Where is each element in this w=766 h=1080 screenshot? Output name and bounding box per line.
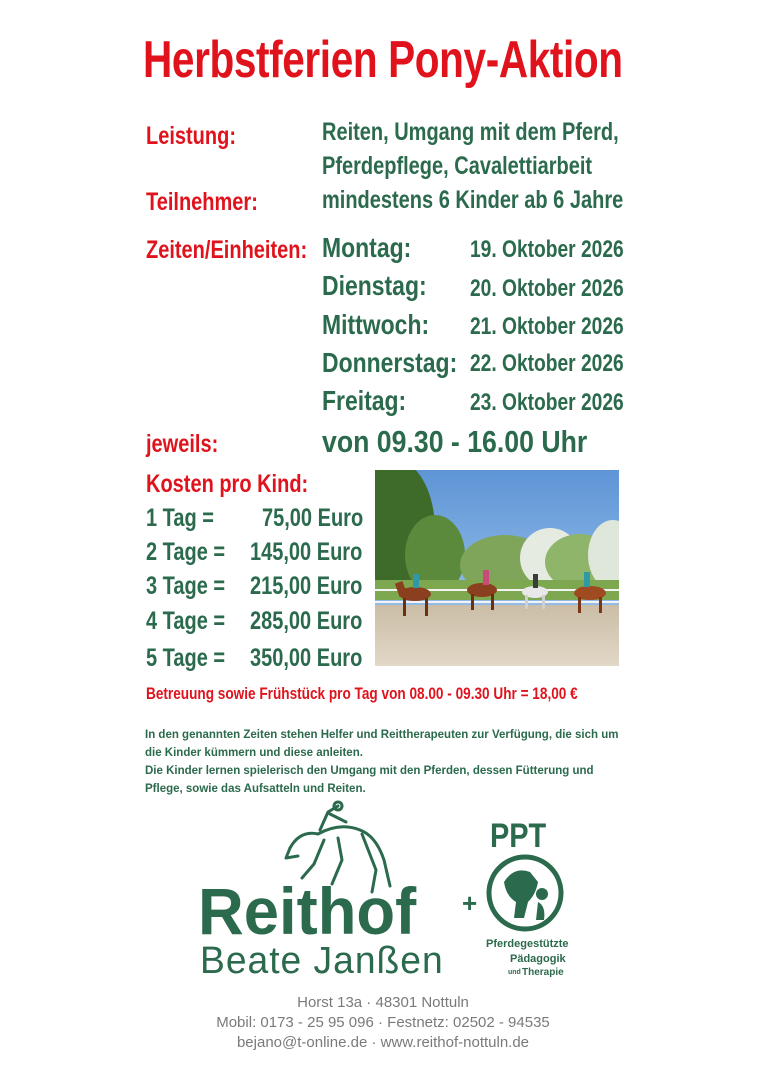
leistung-line-1: Reiten, Umgang mit dem Pferd,	[322, 118, 619, 146]
cost-days: 1 Tag =	[146, 504, 214, 532]
day-date: 19. Oktober 2026	[470, 236, 624, 263]
teilnehmer-value: mindestens 6 Kinder ab 6 Jahre	[322, 186, 624, 214]
day-label: Donnerstag:	[322, 347, 458, 378]
horse-head-icon	[484, 852, 566, 934]
day-label: Mittwoch:	[322, 309, 430, 340]
photo-illustration	[375, 470, 619, 666]
leistung-label: Leistung:	[146, 122, 236, 150]
day-label: Dienstag:	[322, 270, 427, 301]
day-date: 21. Oktober 2026	[470, 313, 624, 340]
page-title: Herbstferien Pony-Aktion	[143, 31, 623, 89]
cost-days: 5 Tage =	[146, 644, 226, 672]
logo-plus: +	[462, 888, 478, 918]
kosten-label: Kosten pro Kind:	[146, 470, 309, 498]
ppt-line-3: Therapie	[522, 967, 564, 978]
betreuung-note: Betreuung sowie Frühstück pro Tag von 08.00 - 09.30 Uhr = 18,00 €	[146, 684, 578, 703]
day-label: Freitag:	[322, 385, 407, 416]
zeiten-label: Zeiten/Einheiten:	[146, 236, 308, 264]
description-paragraph-2: Die Kinder lernen spielerisch den Umgang mit den Pferden, dessen Fütterung und Pflege, sowie das Aufsatteln und Reiten.	[145, 765, 594, 795]
ppt-line-1: Pferdegestützte	[486, 938, 569, 950]
cost-price: 285,00 Euro	[250, 607, 363, 635]
jeweils-label: jeweils:	[146, 430, 219, 458]
ppt-line-2: Pädagogik	[510, 953, 566, 965]
cost-price: 350,00 Euro	[250, 644, 363, 672]
day-label: Montag:	[322, 232, 412, 263]
logo-owner: Beate Janßen	[200, 940, 444, 982]
cost-days: 3 Tage =	[146, 572, 226, 600]
cost-days: 4 Tage =	[146, 607, 226, 635]
day-date: 23. Oktober 2026	[470, 389, 624, 416]
jeweils-value: von 09.30 - 16.00 Uhr	[322, 424, 588, 459]
day-date: 20. Oktober 2026	[470, 275, 624, 302]
contact-address: Horst 13a · 48301 Nottuln	[297, 994, 469, 1011]
ppt-und: und	[508, 969, 521, 976]
description-paragraph-1: In den genannten Zeiten stehen Helfer und Reittherapeuten zur Verfügung, die sich um die Kinder kümmern und diese anleiten.	[145, 729, 619, 759]
cost-days: 2 Tage =	[146, 538, 226, 566]
logo-reithof: Reithof	[198, 874, 417, 948]
cost-price: 215,00 Euro	[250, 572, 363, 600]
ppt-logo-text: PPT	[490, 817, 547, 855]
teilnehmer-label: Teilnehmer:	[146, 188, 258, 216]
cost-price: 145,00 Euro	[250, 538, 363, 566]
cost-price: 75,00 Euro	[262, 504, 364, 532]
contact-phone: Mobil: 0173 - 25 95 096 · Festnetz: 02502 - 94535	[216, 1014, 550, 1031]
leistung-line-2: Pferdepflege, Cavalettiarbeit	[322, 152, 593, 180]
riding-arena-photo	[375, 470, 619, 666]
day-date: 22. Oktober 2026	[470, 350, 624, 377]
contact-web[interactable]: bejano@t-online.de · www.reithof-nottuln.de	[236, 1034, 530, 1051]
